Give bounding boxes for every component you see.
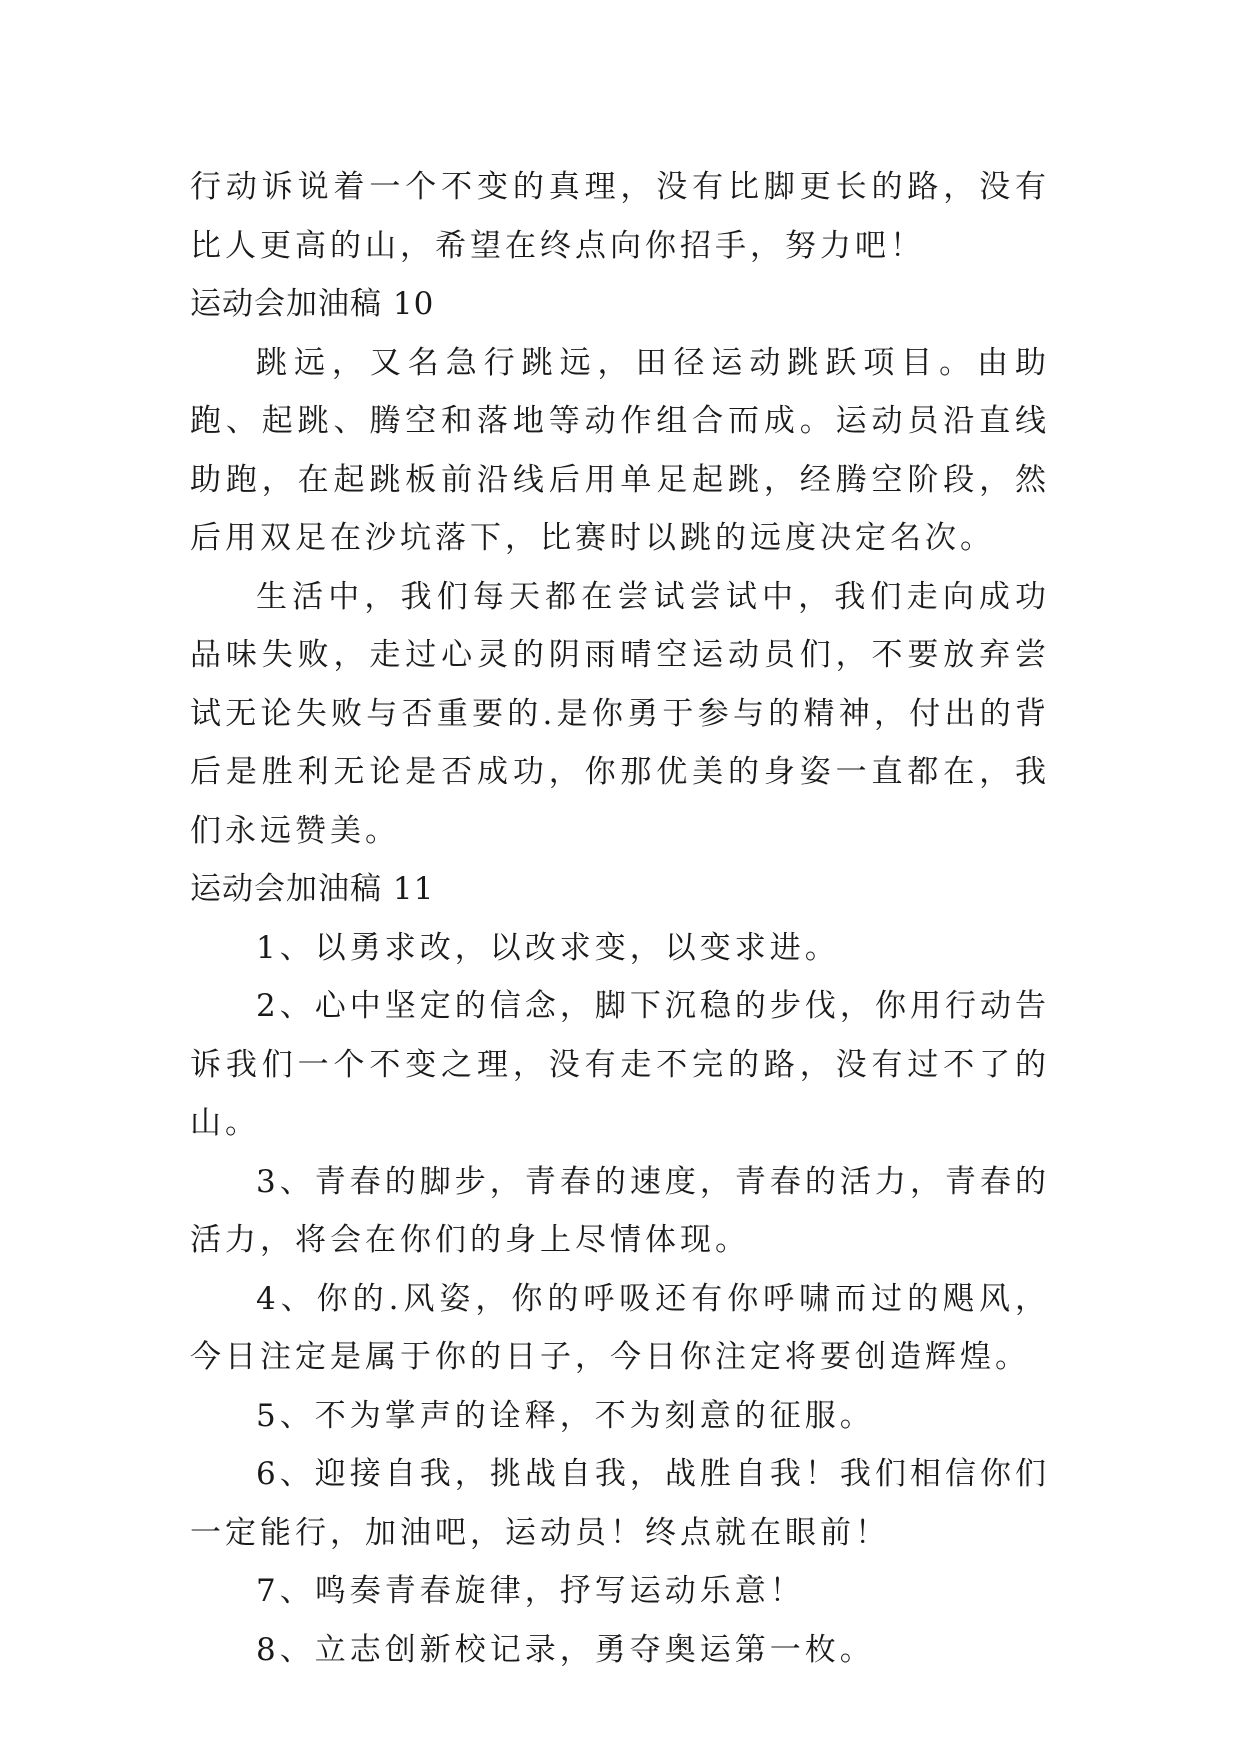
list-item-5: 5、不为掌声的诠释，不为刻意的征服。 (256, 1397, 875, 1434)
paragraph-continuation: 行动诉说着一个不变的真理，没有比脚更长的路，没有比人更高的山，希望在终点向你招手，努力吧！ (190, 169, 1050, 264)
list-item-6: 6、迎接自我，挑战自我，战胜自我！我们相信你们一定能行，加油吧，运动员！终点就在眼前！ (190, 1456, 1050, 1551)
section-heading-11: 运动会加油稿 11 (190, 871, 435, 907)
paragraph-life-attempts: 生活中，我们每天都在尝试尝试中，我们走向成功品味失败，走过心灵的阴雨晴空运动员们，不要放弃尝试无论失败与否重要的.是你勇于参与的精神，付出的背后是胜利无论是否成功，你那优美的身姿一直都在，我们永远赞美。 (190, 578, 1050, 849)
list-item-1: 1、以勇求改，以改求变，以变求进。 (256, 929, 840, 966)
list-item-4: 4、你的.风姿，你的呼吸还有你呼啸而过的飓风，今日注定是属于你的日子，今日你注定将要创造辉煌。 (190, 1280, 1050, 1375)
document-body (190, 158, 1050, 1679)
paragraph-long-jump: 跳远，又名急行跳远，田径运动跳跃项目。由助跑、起跳、腾空和落地等动作组合而成。运动员沿直线助跑，在起跳板前沿线后用单足起跳，经腾空阶段，然后用双足在沙坑落下，比赛时以跳的远度决定名次。 (190, 344, 1050, 556)
list-item-2: 2、心中坚定的信念，脚下沉稳的步伐，你用行动告诉我们一个不变之理，没有走不完的路，没有过不了的山。 (190, 988, 1050, 1141)
list-item-7: 7、鸣奏青春旋律，抒写运动乐意！ (256, 1573, 805, 1609)
list-item-8: 8、立志创新校记录，勇夺奥运第一枚。 (256, 1631, 875, 1668)
section-heading-10: 运动会加油稿 10 (190, 286, 435, 322)
list-item-3: 3、青春的脚步，青春的速度，青春的活力，青春的活力，将会在你们的身上尽情体现。 (190, 1163, 1050, 1258)
